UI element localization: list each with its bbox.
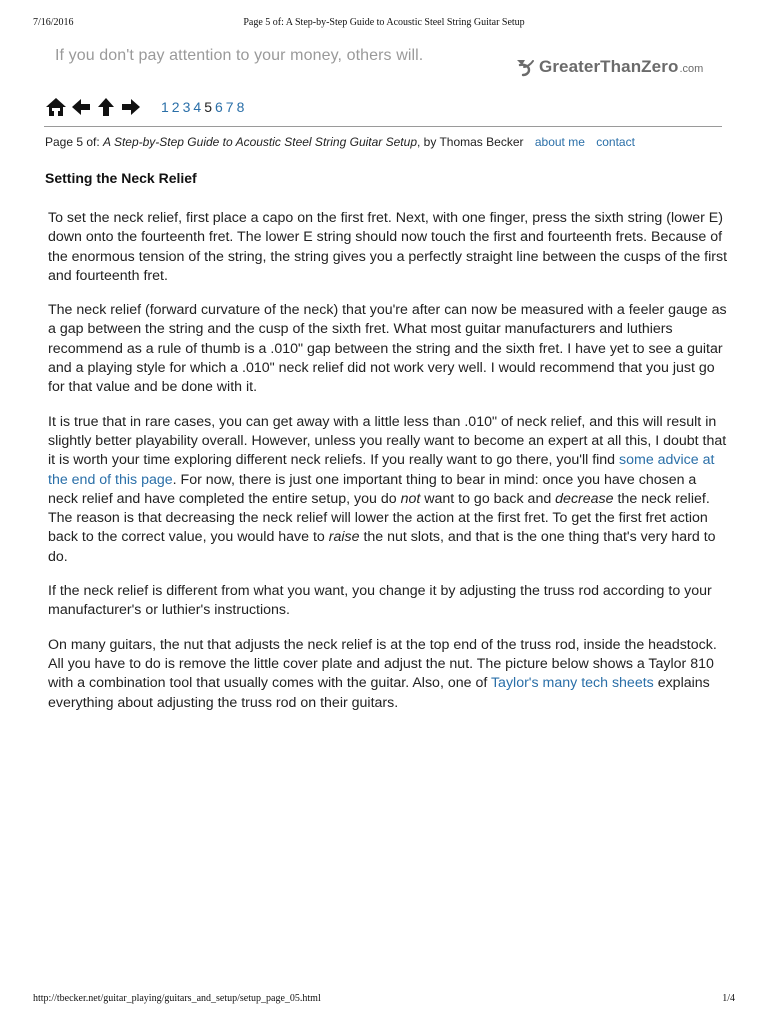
page-link-8[interactable]: 8 xyxy=(236,99,245,115)
paragraph-2: The neck relief (forward curvature of the neck) that you're after can now be measured with a feeler gauge as a gap between the string and the cusp of the sixth fret. What most guitar manufacturers and luthiers recommend as a rule of thumb is a .010" gap between the string and the sixth fret. I have yet to see a guitar and a playing style for which a .010" neck relief did not work very well. I would recommend that you just go for that value and be done with it. xyxy=(48,302,727,396)
page-navigation xyxy=(45,96,247,118)
logo-mark-icon xyxy=(514,56,536,78)
print-url: http://tbecker.net/guitar_playing/guitars_and_setup/setup_page_05.html xyxy=(33,993,321,1004)
about-me-link[interactable]: about me xyxy=(534,135,585,149)
print-page-count: 1/4 xyxy=(722,993,735,1004)
logo-suffix: .com xyxy=(679,63,704,75)
up-arrow-icon[interactable] xyxy=(95,96,117,118)
paragraph-3-text-b: . For now, there is just one important thing to bear in mind: once you have chosen a neck relief and have completed the entire setup, you do xyxy=(48,471,697,507)
page-link-1[interactable]: 1 xyxy=(161,99,169,115)
paragraph-3-text-a: It is true that in rare cases, you can get away with a little less than .010" of neck relief, and this will result in slightly better playability overall. However, unless you really want to become an expert at all this, I doubt that it is worth your time exploring different neck reliefs. If you really want to go there, you'll find xyxy=(48,413,727,469)
byline xyxy=(45,135,635,149)
taylor-tech-sheets-link[interactable]: Taylor's many tech sheets xyxy=(490,675,654,692)
contact-link[interactable]: contact xyxy=(596,135,635,149)
site-tagline: If you don't pay attention to your money, others will. xyxy=(55,47,424,64)
paragraph-3 xyxy=(48,413,728,567)
forward-arrow-icon[interactable] xyxy=(120,96,142,118)
site-logo[interactable] xyxy=(514,55,703,79)
byline-author: , by Thomas Becker xyxy=(417,135,524,149)
paragraph-3-text-c: want to go back and xyxy=(420,490,556,507)
home-icon[interactable] xyxy=(45,96,67,118)
byline-prefix: Page 5 of: xyxy=(45,135,104,149)
emphasis-not: not xyxy=(400,490,421,507)
section-heading: Setting the Neck Relief xyxy=(45,170,197,186)
emphasis-raise: raise xyxy=(328,529,360,546)
print-title: Page 5 of: A Step-by-Step Guide to Acoustic Steel String Guitar Setup xyxy=(243,17,525,28)
paragraph-1: To set the neck relief, first place a capo on the first fret. Next, with one finger, press the sixth string (lower E) down onto the fourteenth fret. The lower E string should now touch the first and fourteenth frets. Because of the enormous tension of the string, the string gives you a perfectly straight line between the cusps of the first and fourteenth fret. xyxy=(48,210,728,284)
page-link-7[interactable]: 7 xyxy=(225,99,234,115)
paragraph-3-text-d: the neck relief. The reason is that decreasing the neck relief will lower the action at the first fret. To get the first fret action back to the correct value, you would have to xyxy=(48,490,710,546)
guide-title: A Step-by-Step Guide to Acoustic Steel String Guitar Setup xyxy=(103,135,417,149)
back-arrow-icon[interactable] xyxy=(70,96,92,118)
logo-text: GreaterThanZero xyxy=(539,57,679,76)
page-link-6[interactable]: 6 xyxy=(214,99,223,115)
page-link-2[interactable]: 2 xyxy=(171,99,180,115)
print-footer xyxy=(33,993,735,1007)
page-number-list xyxy=(161,99,247,115)
print-date: 7/16/2016 xyxy=(33,17,74,28)
page-link-3[interactable]: 3 xyxy=(182,99,191,115)
paragraph-4: If the neck relief is different from what you want, you change it by adjusting the truss rod according to your manufacturer's or luthier's instructions. xyxy=(48,583,712,619)
header-divider xyxy=(44,126,722,127)
paragraph-5 xyxy=(48,636,728,713)
paragraph-3-text-e: the nut slots, and that is the one thing that's very hard to do. xyxy=(48,529,716,565)
end-of-page-advice-link[interactable]: some advice at the end of this page xyxy=(48,452,715,488)
page-link-4[interactable]: 4 xyxy=(193,99,202,115)
paragraph-5-text-a: On many guitars, the nut that adjusts the neck relief is at the top end of the truss rod, inside the headstock. All you have to do is remove the little cover plate and adjust the nut. The picture below shows a Taylor 810 with a combination tool that usually comes with the guitar. Also, one of xyxy=(48,636,717,692)
article-body xyxy=(48,209,728,728)
paragraph-5-text-b: explains everything about adjusting the truss rod on their guitars. xyxy=(48,675,710,711)
current-page-number: 5 xyxy=(204,99,212,115)
print-header xyxy=(33,17,735,31)
emphasis-decrease: decrease xyxy=(555,490,614,507)
